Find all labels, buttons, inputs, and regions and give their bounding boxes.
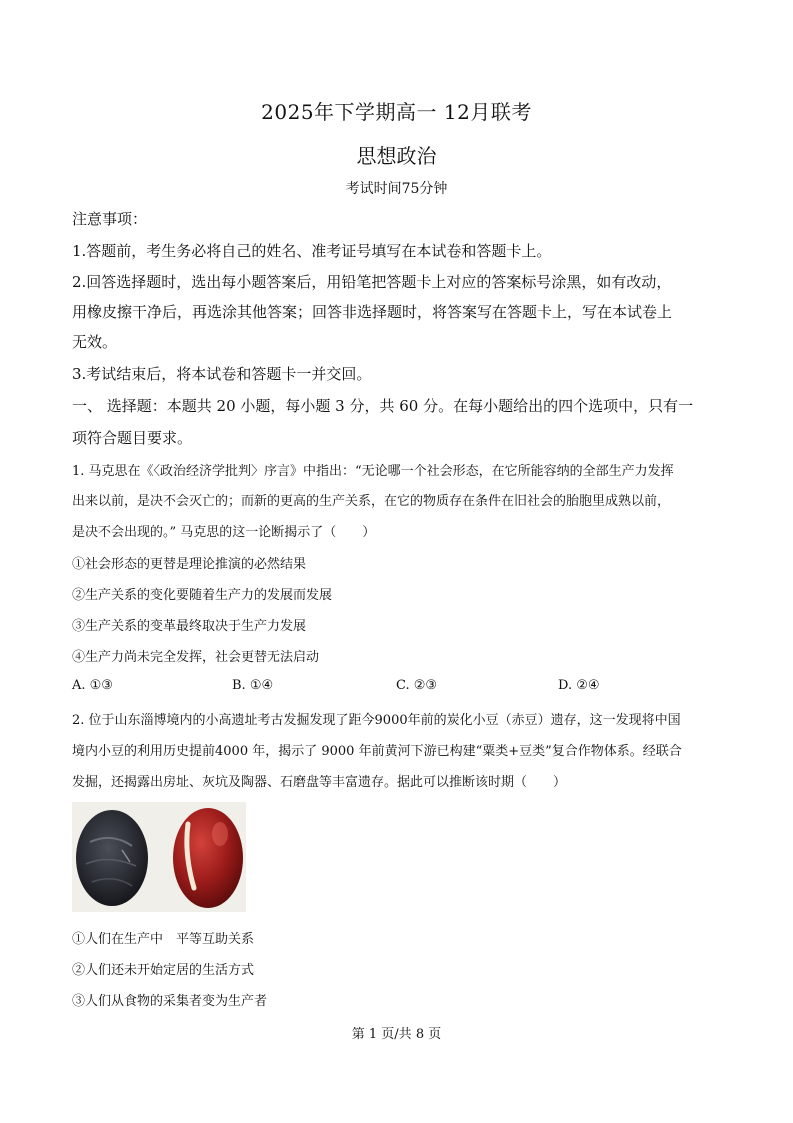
red-bean-image — [173, 808, 243, 908]
section-1-heading-line-2: 项符合题目要求。 — [72, 429, 193, 447]
exam-time: 考试时间75分钟 — [345, 181, 448, 197]
notice-item-2-line-2: 用橡皮擦干净后，再选涂其他答案；回答非选择题时，将答案写在答题卡上，写在本试卷上 — [72, 303, 673, 321]
exam-title: 2025年下学期高一 12月联考 — [261, 100, 532, 124]
q1-statement-2: ②生产关系的变化要随着生产力的发展而发展 — [72, 588, 333, 603]
notice-item-2-line-3: 无效。 — [72, 333, 118, 351]
notice-item-3: 3.考试结束后，将本试卷和答题卡一并交回。 — [72, 365, 372, 383]
q1-option-d: D. ②④ — [558, 678, 600, 693]
q2-stem-line-1: 2. 位于山东淄博境内的小高遗址考古发掘发现了距今9000年前的炭化小豆（赤豆）遗存，这一发现将中国 — [72, 713, 681, 728]
charred-bean-image — [76, 810, 148, 906]
q1-statement-4: ④生产力尚未完全发挥，社会更替无法启动 — [72, 650, 320, 665]
q1-option-a: A. ①③ — [72, 678, 113, 693]
q1-statement-3: ③生产关系的变革最终取决于生产力发展 — [72, 619, 307, 634]
q2-stem-line-3: 发掘，还揭露出房址、灰坑及陶器、石磨盘等丰富遗存。据此可以推断该时期（ ） — [72, 775, 567, 790]
q2-stem-line-2: 境内小豆的利用历史提前4000 年，揭示了 9000 年前黄河下游已构建“粟类+豆类”复合作物体系。经联合 — [72, 744, 682, 759]
q2-statement-2: ②人们还未开始定居的生活方式 — [72, 963, 255, 978]
q1-option-c: C. ②③ — [396, 678, 438, 693]
q2-statement-1: ①人们在生产中 平等互助关系 — [72, 932, 255, 947]
notice-item-2-line-1: 2.回答选择题时，选出每小题答案后，用铅笔把答题卡上对应的答案标号涂黑，如有改动， — [72, 273, 672, 291]
page-number: 第 1 页/共 8 页 — [351, 1027, 442, 1042]
q1-stem-line-3: 是决不会出现的。” 马克思的这一论断揭示了（ ） — [72, 525, 376, 540]
q1-stem-line-2: 出来以前，是决不会灭亡的；而新的更高的生产关系，在它的物质存在条件在旧社会的胎胞里成熟以前， — [72, 494, 671, 509]
q1-stem-line-1: 1. 马克思在《〈政治经济学批判〉序言》中指出：“无论哪一个社会形态，在它所能容纳的全部生产力发挥 — [72, 464, 674, 479]
red-bean-photo — [72, 802, 246, 912]
section-1-heading-line-1: 一、 选择题：本题共 20 小题，每小题 3 分，共 60 分。在每小题给出的四个选项中，只有一 — [72, 397, 694, 415]
q2-statement-3: ③人们从食物的采集者变为生产者 — [72, 994, 268, 1009]
subject-title: 思想政治 — [356, 144, 437, 168]
notice-heading: 注意事项： — [72, 210, 148, 228]
q1-option-b: B. ①④ — [232, 678, 274, 693]
notice-item-1: 1.答题前，考生务必将自己的姓名、准考证号填写在本试卷和答题卡上。 — [72, 242, 552, 260]
q1-statement-1: ①社会形态的更替是理论推演的必然结果 — [72, 557, 307, 572]
